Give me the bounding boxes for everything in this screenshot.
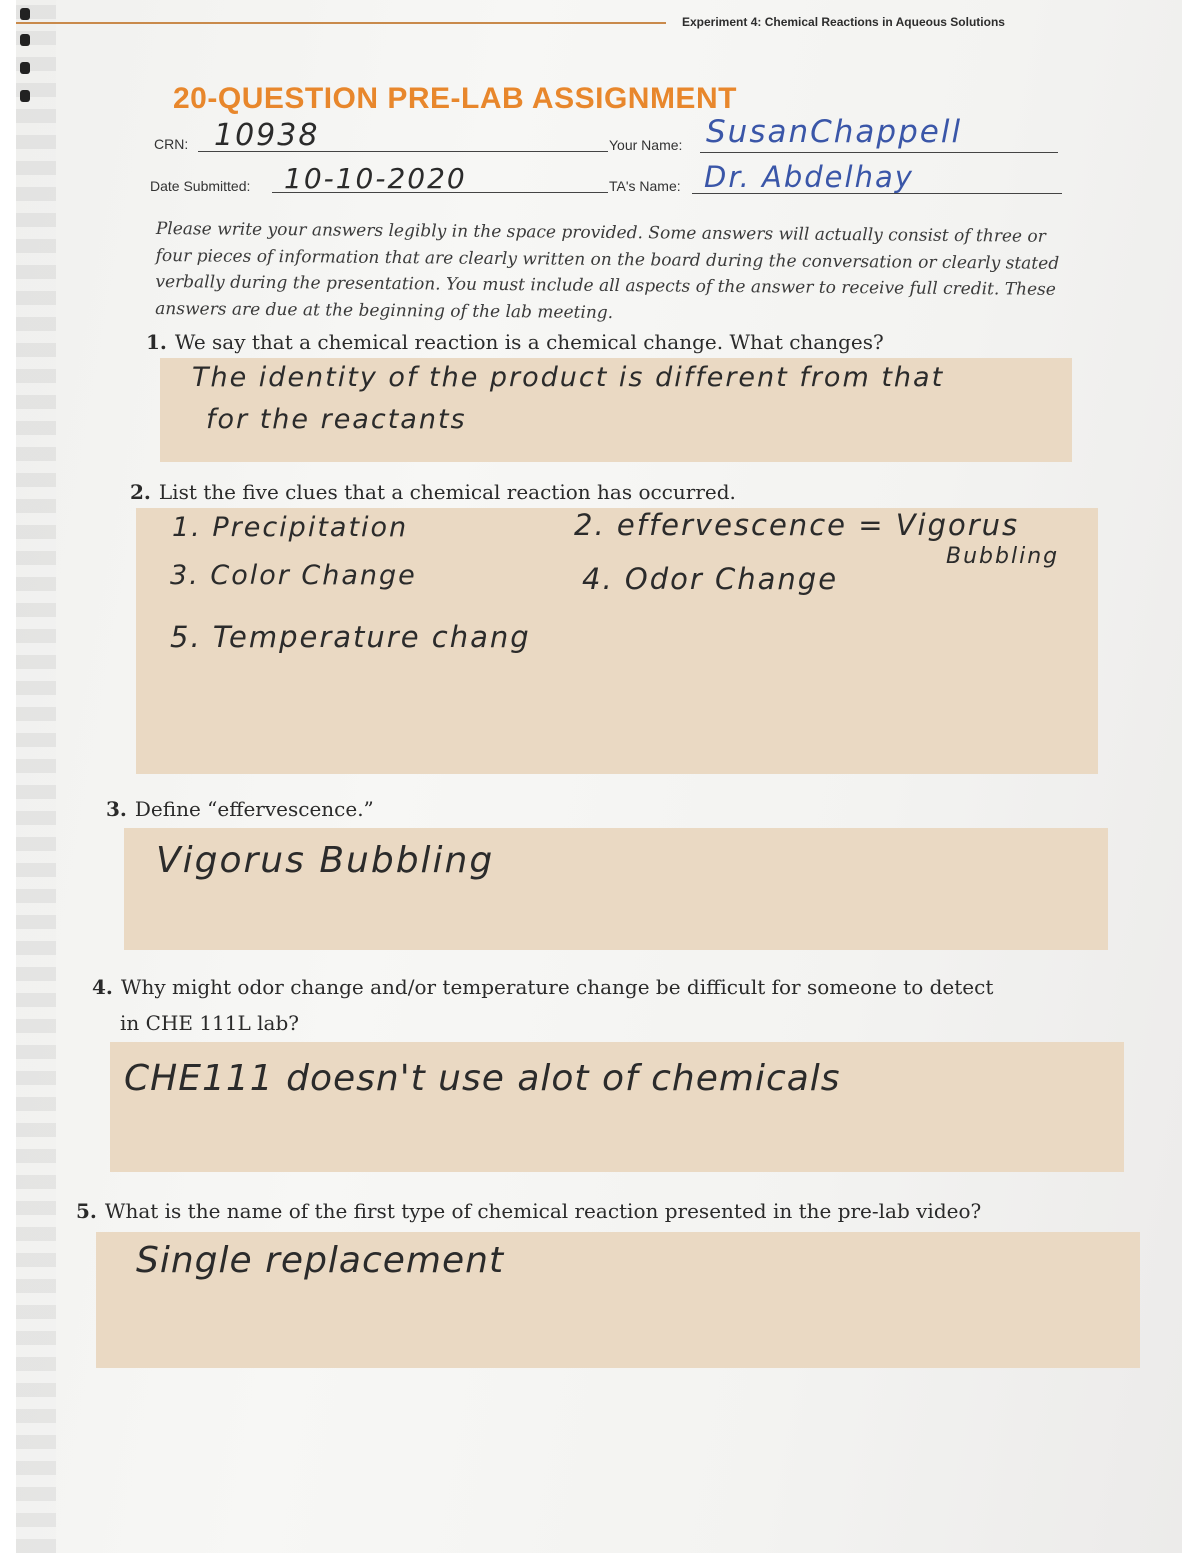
name-label: Your Name: (609, 137, 683, 153)
binding-holes (16, 0, 32, 200)
page-curl-shading (16, 0, 56, 1553)
assignment-title: 20-QUESTION PRE-LAB ASSIGNMENT (173, 82, 737, 115)
clue-1: 1. Precipitation (172, 512, 409, 543)
question-1: 1. We say that a chemical reaction is a chemical change. What changes? (146, 330, 884, 354)
question-4-continued: in CHE 111L lab? (120, 1011, 299, 1035)
answer-5: Single replacement (136, 1240, 505, 1281)
instructions-text: Please write your answers legibly in the space provided. Some answers will actually consist of three or four pieces of information that are clearly written on the board during the conversation or clearly stated verbally during the presentation. You must include all aspects of the answer to receive full credit. These answers are due at the beginning of the lab meeting. (155, 218, 1060, 323)
crn-value: 10938 (214, 118, 320, 153)
worksheet-page (16, 0, 1182, 1553)
question-5: 5. What is the name of the first type of chemical reaction presented in the pre-lab video? (76, 1199, 982, 1223)
question-2: 2. List the five clues that a chemical reaction has occurred. (130, 480, 736, 504)
date-value: 10-10-2020 (284, 162, 467, 195)
name-value: SusanChappell (706, 114, 963, 150)
ta-label: TA's Name: (609, 178, 681, 194)
answer-4: CHE111 doesn't use alot of chemicals (124, 1058, 841, 1099)
date-label: Date Submitted: (150, 178, 251, 194)
clue-4: 4. Odor Change (582, 562, 839, 596)
answer-1-line-2: for the reactants (206, 404, 467, 435)
ta-value: Dr. Abdelhay (704, 160, 914, 194)
experiment-header: Experiment 4: Chemical Reactions in Aqueous Solutions (682, 15, 1005, 29)
name-line (700, 152, 1058, 153)
question-4: 4. Why might odor change and/or temperature change be difficult for someone to detect (92, 975, 994, 999)
clue-5: 5. Temperature chang (170, 620, 531, 654)
answer-3: Vigorus Bubbling (156, 840, 495, 881)
answer-1-line-1: The identity of the product is different from that (192, 362, 945, 393)
crn-label: CRN: (154, 136, 189, 152)
question-3: 3. Define “effervescence.” (106, 797, 374, 821)
clue-2-continued: Bubbling (946, 544, 1060, 569)
clue-2: 2. effervescence = Vigorus (574, 508, 1020, 542)
header-rule (16, 22, 666, 24)
clue-3: 3. Color Change (170, 560, 417, 591)
